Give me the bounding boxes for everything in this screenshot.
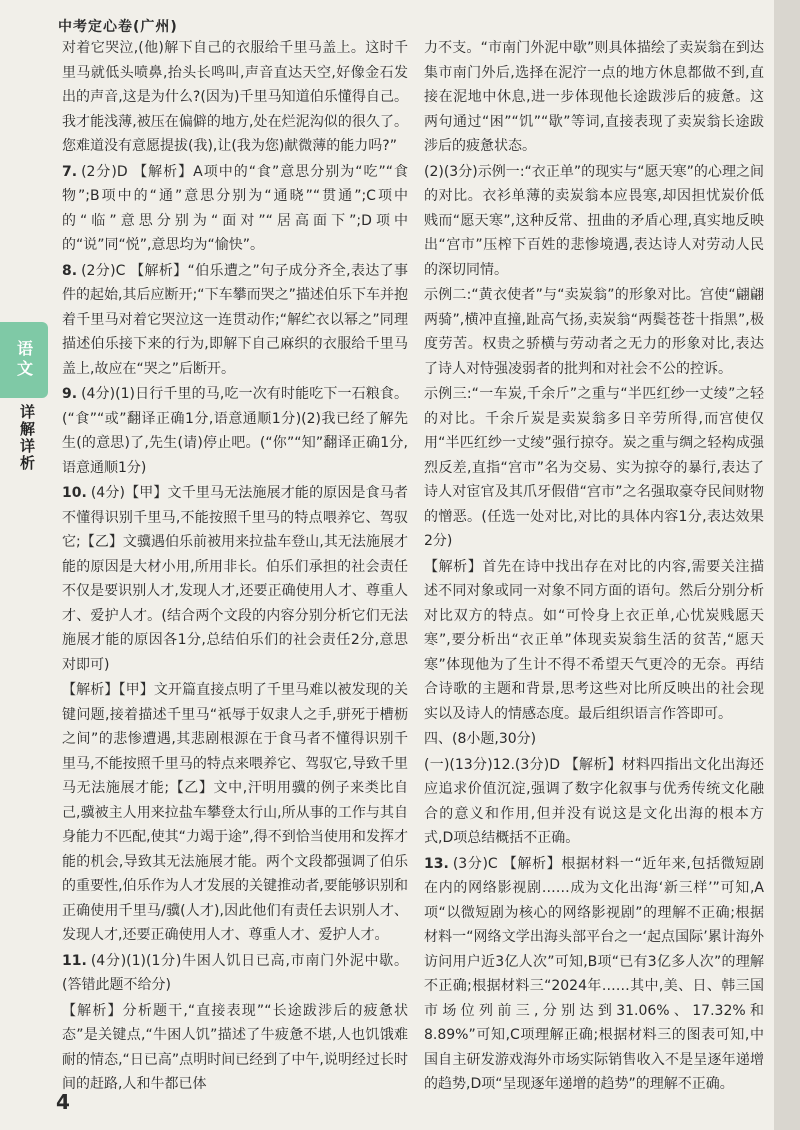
answer-paragraph: [62, 999, 408, 1097]
answer-paragraph: [424, 283, 764, 381]
page-header: 中考定心卷(广州): [58, 19, 178, 35]
answer-paragraph: [62, 36, 408, 159]
right-column: [424, 36, 764, 1098]
question-number: 11.: [62, 952, 87, 969]
answer-text: (2分)D 【解析】A项中的“食”意思分别为“吃”“食物”;B项中的“通”意思分别为“通晓”“贯通”;C项中的“临”意思分别为“面对”“居高面下”;D项中的“说”同“悦”,意思均为“愉快”。: [62, 163, 408, 253]
question-number: 9.: [62, 386, 78, 402]
answer-paragraph: [424, 36, 764, 159]
answer-text: 四、(8小题,30分): [424, 731, 537, 747]
answer-paragraph: [424, 160, 764, 283]
answer-text: 【解析】【甲】文开篇直接点明了千里马难以被发现的关键问题,接着描述千里马“祇辱于奴隶人之手,骈死于槽枥之间”的悲惨遭遇,其悲剧根源在于食马者不懂得识别千里马,不能按照千里马的特点来喂养它、驾驭它,导致千里马无法施展才能;【乙】文中,汗明用骥的例子来类比自己,骥被主人用来拉盐车攀登太行山,所从事的工作与其自身能力不匹配,使其“力竭于途”,得不到恰当使用和发挥才能的机会,导致其无法施展才能。两个文段都强调了伯乐的重要性,伯乐作为人才发展的关键推动者,要能够识别和正确使用千里马/骥(人才),因此他们有责任去识别人才、发现人才,还要正确使用人才、尊重人才、爱护人才。: [62, 682, 408, 943]
answer-text: 对着它哭泣,(他)解下自己的衣服给千里马盖上。这时千里马就低头喷鼻,抬头长鸣叫,声音直达天空,好像金石发出的声音,这是为什么?(因为)千里马知道伯乐懂得自己。我才能浅薄,被压在偏僻的地方,处在烂泥沟似的很久了。您难道没有意愿提拔(我),让(我为您)献微薄的能力吗?”: [62, 40, 408, 154]
answer-paragraph: [62, 949, 408, 998]
page-edge: [774, 0, 800, 1130]
answer-paragraph: [62, 678, 408, 948]
answer-paragraph: [424, 555, 764, 727]
answer-paragraph: [62, 259, 408, 382]
answer-text: (2分)C 【解析】“伯乐遭之”句子成分齐全,表达了事件的起始,其后应断开;“下车攀而哭之”描述伯乐下车并抱着千里马对着它哭泣这一连贯动作;“解纻衣以幂之”同理描述伯乐接下来的行为,即解下自己麻织的衣服给千里马盖上,故应在“哭之”后断开。: [62, 262, 408, 377]
page-number: 4: [56, 1090, 70, 1114]
answer-text: 力不支。“市南门外泥中歇”则具体描绘了卖炭翁在到达集市南门外后,选择在泥泞一点的地方休息都做不到,直接在泥地中休息,进一步体现他长途跋涉后的疲惫。这两句通过“困”“饥”“歇”等词,直接表现了卖炭翁长途跋涉后的疲惫状态。: [424, 40, 764, 154]
question-number: 13.: [424, 855, 449, 872]
answer-text: (4分)【甲】文千里马无法施展才能的原因是食马者不懂得识别千里马,不能按照千里马的特点喂养它、驾驭它;【乙】文骥遇伯乐前被用来拉盐车登山,其无法施展才能的原因是大材小用,所用非长。伯乐们承担的社会责任不仅是要识别人才,发现人才,还要正确使用人才、尊重人才、爱护人才。(结合两个文段的内容分别分析它们无法施展才能的原因各1分,总结伯乐们的社会责任2分,意思对即可): [62, 485, 408, 673]
answer-paragraph: [424, 852, 764, 1097]
answer-text: (2)(3分)示例一:“衣正单”的现实与“愿天寒”的心理之间的对比。衣衫单薄的卖炭翁本应畏寒,却因担忧炭价低贱而“愿天寒”,这种反常、扭曲的矛盾心理,真实地反映出“宫市”压榨下百姓的悲惨境遇,表达诗人对劳动人民的深切同情。: [424, 163, 764, 278]
section-label: 详解详析: [18, 404, 36, 472]
subject-label: 语文: [0, 322, 48, 398]
answer-text: (4分)(1)(1分)牛困人饥日已高,市南门外泥中歇。(答错此题不给分): [62, 952, 408, 993]
answer-paragraph: [62, 160, 408, 258]
answer-text: (4分)(1)日行千里的马,吃一次有时能吃下一石粮食。(“食”“或”翻译正确1分,语意通顺1分)(2)我已经了解先生(的意思)了,先生(请)停止吧。(“你”“知”翻译正确1分,语意通顺1分): [62, 386, 408, 476]
left-column: [62, 36, 408, 1098]
subject-side-tab: [0, 322, 48, 472]
answer-text: (一)(13分)12.(3分)D 【解析】材料四指出文化出海还应追求价值沉淀,强调了数字化叙事与优秀传统文化融合的意义和作用,但并没有说这是文化出海的根本方式,D项总结概括不正确。: [424, 756, 764, 846]
question-number: 7.: [62, 163, 78, 180]
answer-paragraph: [62, 382, 408, 480]
question-number: 10.: [62, 485, 87, 501]
question-number: 8.: [62, 262, 78, 279]
answer-paragraph: [424, 727, 764, 752]
answer-paragraph: [424, 753, 764, 851]
answer-paragraph: [62, 481, 408, 677]
answer-text: (3分)C 【解析】根据材料一“近年来,包括微短剧在内的网络影视剧……成为文化出海‘新三样’”可知,A项“以微短剧为核心的网络影视剧”的理解不正确;根据材料一“网络文学出海头部平台之一‘起点国际’累计海外访问用户近3亿人次”可知,B项“已有3亿多人次”的理解不正确;根据材料三“2024年……其中,美、日、韩三国市场位列前三,分别达到31.06%、17.32%和8.89%”可知,C项理解正确;根据材料三的图表可知,中国自主研发游戏海外市场实际销售收入不是呈逐年递增的趋势,D项“呈现逐年递增的趋势”的理解不正确。: [424, 855, 764, 1092]
answer-text: 示例三:“一车炭,千余斤”之重与“半匹红纱一丈绫”之轻的对比。千余斤炭是卖炭翁多日辛劳所得,而宫使仅用“半匹红纱一丈绫”强行掠夺。炭之重与绸之轻构成强烈反差,直指“宫市”名为交易、实为掠夺的暴行,表达了诗人对宦官及其爪牙假借“宫市”之名强取豪夺民间财物的憎恶。(任选一处对比,对比的具体内容1分,表达效果2分): [424, 386, 764, 549]
answer-text: 示例二:“黄衣使者”与“卖炭翁”的形象对比。宫使“翩翩两骑”,横冲直撞,趾高气扬,卖炭翁“两鬓苍苍十指黑”,极度劳苦。权贵之骄横与劳动者之无力的形象对比,表达了诗人对恃强凌弱者的批判和对社会不公的控诉。: [424, 287, 764, 377]
answer-text: 【解析】首先在诗中找出存在对比的内容,需要关注描述不同对象或同一对象不同方面的语句。然后分别分析对比双方的特点。如“可怜身上衣正单,心忧炭贱愿天寒”,要分析出“衣正单”体现卖炭翁生活的贫苦,“愿天寒”体现他为了生计不得不希望天气更冷的无奈。再结合诗歌的主题和背景,思考这些对比所反映出的社会现实以及诗人的情感态度。最后组织语言作答即可。: [424, 558, 764, 722]
answer-paragraph: [424, 382, 764, 554]
answer-text: 【解析】分析题干,“直接表现”“长途跋涉后的疲惫状态”是关键点,“牛困人饥”描述了牛疲惫不堪,人也饥饿难耐的情态,“日已高”点明时间已经到了中午,说明经过长时间的赶路,人和牛都已体: [62, 1002, 408, 1092]
